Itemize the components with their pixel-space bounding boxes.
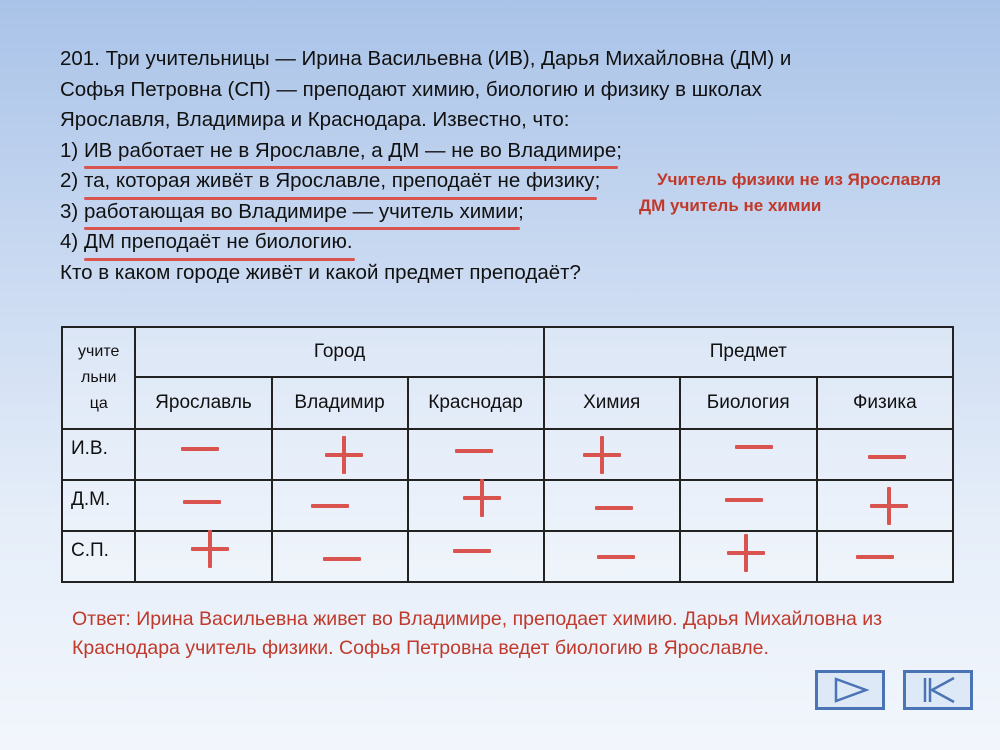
- col-header-vladimir: Владимир: [272, 377, 408, 429]
- table-body: [62, 429, 953, 582]
- condition-1: 1) ИВ работает не в Ярославле, а ДМ — не во Владимире;: [60, 136, 960, 167]
- condition-4-number: 4): [60, 230, 79, 253]
- plus-mark: [583, 436, 621, 474]
- table-row: [62, 429, 953, 480]
- condition-3-number: 3): [60, 199, 79, 223]
- table-cell: [135, 531, 271, 582]
- condition-2-text: та, которая живёт в Ярославле, преподаёт не физику: [84, 166, 595, 197]
- table-cell: [817, 429, 953, 480]
- table-row: [62, 480, 953, 531]
- row-header-teacher: И.В.: [62, 429, 135, 480]
- corner-header-part: льни: [80, 369, 117, 386]
- table-cell: [680, 429, 817, 480]
- condition-4: [60, 227, 960, 258]
- corner-header: [62, 327, 135, 429]
- minus-mark: [323, 540, 361, 578]
- table-cell: [272, 480, 408, 531]
- minus-mark: [311, 487, 349, 525]
- minus-mark: [183, 483, 221, 521]
- row-header-teacher: Д.М.: [62, 480, 135, 531]
- table-cell: [408, 429, 544, 480]
- problem-line-2: Софья Петровна (СП) — преподают химию, биологию и физику в школах: [60, 77, 762, 101]
- question: Кто в каком городе живёт и какой предмет преподаёт?: [60, 260, 581, 284]
- minus-mark: [453, 532, 491, 570]
- answer-text: Ответ: Ирина Васильевна живет во Владимире, преподает химию. Дарья Михайловна из Краснодара учитель физики. Софья Петровна ведет биологию в Ярославле.: [72, 608, 883, 659]
- plus-mark: [727, 534, 765, 572]
- table-cell: [544, 429, 680, 480]
- problem-line-1: 201. Три учительницы — Ирина Васильевна (ИВ), Дарья Михайловна (ДМ) и: [60, 47, 792, 70]
- plus-mark: [191, 530, 229, 568]
- minus-mark: [725, 481, 763, 519]
- group-header-subject: Предмет: [544, 327, 953, 377]
- table-cell: [817, 531, 953, 582]
- table-cell: [272, 429, 408, 480]
- condition-2: 2) та, которая живёт в Ярославле, преподаёт не физику;: [60, 166, 960, 197]
- table-cell: [408, 531, 544, 582]
- table-cell: [272, 531, 408, 582]
- corner-header-part: ца: [89, 395, 108, 412]
- condition-3: 3) работающая во Владимире — учитель химии;: [60, 197, 960, 228]
- plus-mark: [870, 487, 908, 525]
- table-cell: [135, 429, 271, 480]
- table-cell: [817, 480, 953, 531]
- minus-mark: [735, 428, 773, 466]
- annotation-dm-note: ДМ учитель не химии: [639, 196, 822, 215]
- col-header-yaroslavl: Ярославль: [135, 377, 271, 429]
- minus-mark: [181, 430, 219, 468]
- table-row: [62, 531, 953, 582]
- minus-mark: [597, 538, 635, 576]
- logic-table: [61, 326, 954, 583]
- minus-mark: [455, 432, 493, 470]
- table-cell: [408, 480, 544, 531]
- plus-mark: [463, 479, 501, 517]
- minus-mark: [595, 489, 633, 527]
- condition-3-text: работающая во Владимире — учитель химии: [84, 197, 518, 228]
- first-slide-button[interactable]: [903, 670, 973, 710]
- condition-1-text: ИВ работает не в Ярославле, а ДМ — не во Владимире: [84, 136, 616, 167]
- col-header-biology: Биология: [680, 377, 817, 429]
- condition-1-number: 1): [60, 138, 79, 162]
- table-cell: [680, 480, 817, 531]
- col-header-chemistry: Химия: [544, 377, 680, 429]
- condition-4-text: ДМ преподаёт не биологию.: [84, 227, 353, 258]
- condition-2-number: 2): [60, 169, 79, 192]
- minus-mark: [856, 538, 894, 576]
- table-cell: [680, 531, 817, 582]
- problem-line-3: Ярославля, Владимира и Краснодара. Известно, что:: [60, 108, 570, 131]
- table-cell: [544, 480, 680, 531]
- table-cell: [135, 480, 271, 531]
- corner-header-part: учите: [78, 343, 120, 360]
- row-header-teacher: С.П.: [62, 531, 135, 582]
- group-header-city: Город: [135, 327, 543, 377]
- problem-text: [60, 44, 960, 288]
- minus-mark: [868, 438, 906, 476]
- next-slide-button[interactable]: [815, 670, 885, 710]
- table-cell: [544, 531, 680, 582]
- annotation-physics-note: Учитель физики не из Ярославля: [657, 170, 942, 189]
- play-triangle-icon: [830, 676, 870, 704]
- col-header-physics: Физика: [817, 377, 953, 429]
- col-header-krasnodar: Краснодар: [408, 377, 544, 429]
- plus-mark: [325, 436, 363, 474]
- skip-to-first-icon: [916, 675, 960, 705]
